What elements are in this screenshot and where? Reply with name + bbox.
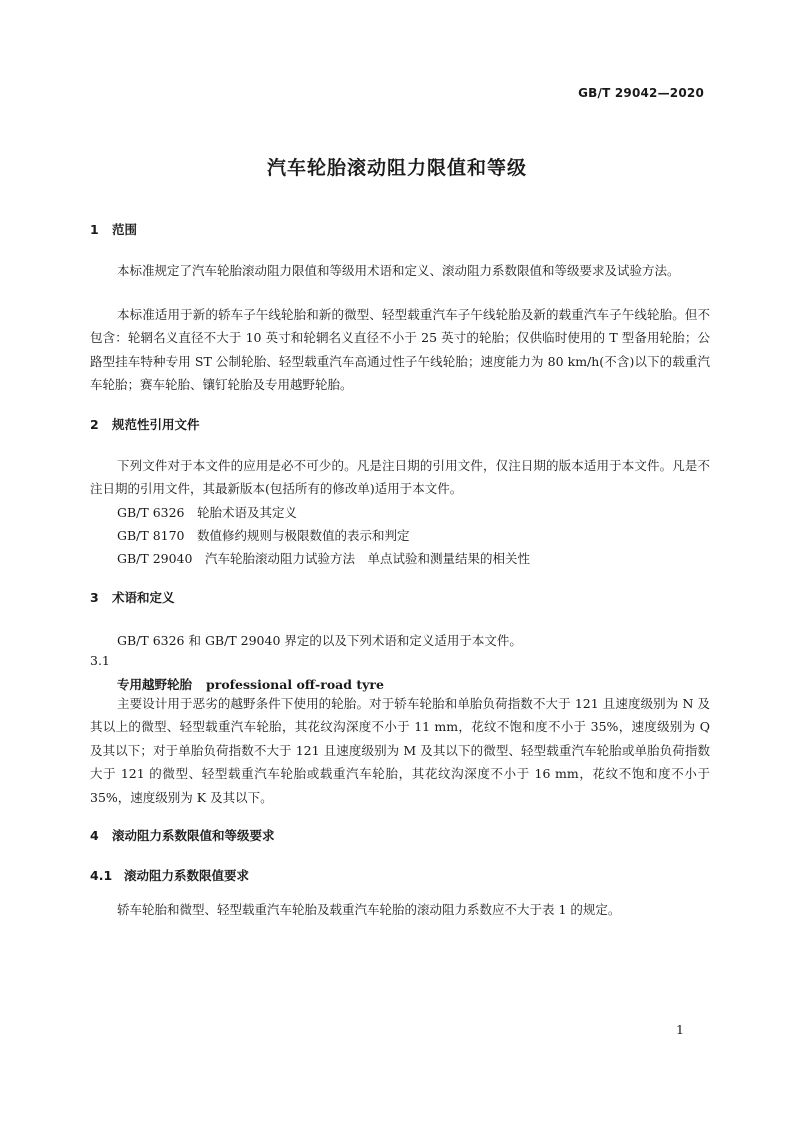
- section-2-heading: [90, 415, 200, 433]
- section-4-1-paragraph-1: 轿车轮胎和微型、轻型载重汽车轮胎及载重汽车轮胎的滚动阻力系数应不大于表 1 的规定。: [117, 902, 621, 917]
- term-english: professional off-road tyre: [206, 677, 384, 692]
- term-chinese: 专用越野轮胎: [117, 677, 193, 692]
- term-heading: [117, 675, 384, 693]
- section-4-heading: [90, 826, 275, 844]
- section-2-title: 规范性引用文件: [112, 417, 200, 432]
- term-definition: 主要设计用于恶劣的越野条件下使用的轮胎。对于轿车轮胎和单胎负荷指数不大于 121 且速度级别为 N 及其以上的微型、轻型载重汽车轮胎，其花纹沟深度不小于 11 mm，花纹不饱和度不小于 35%，速度级别为 Q 及其以下；对于单胎负荷指数不大于 121 且速度级别为 M 及其以下的微型、轻型载重汽车轮胎或单胎负荷指数大于 121 的微型、轻型载重汽车轮胎或载重汽车轮胎，其花纹沟深度不小于 16 mm，花纹不饱和度不小于 35%，速度级别为 K 及其以下。: [90, 696, 710, 805]
- section-4-1-heading: [90, 866, 249, 884]
- standard-code: GB/T 29042—2020: [578, 86, 704, 100]
- reference-item: GB/T 6326 轮胎术语及其定义: [117, 505, 298, 520]
- section-4-1-number: 4.1: [90, 868, 113, 883]
- document-title: 汽车轮胎滚动阻力限值和等级: [266, 157, 527, 179]
- section-2-paragraph-1: 下列文件对于本文件的应用是必不可少的。凡是注日期的引用文件，仅注日期的版本适用于本文件。凡是不注日期的引用文件，其最新版本(包括所有的修改单)适用于本文件。: [90, 458, 710, 497]
- section-3-title: 术语和定义: [112, 590, 175, 605]
- term-number: 3.1: [90, 653, 110, 668]
- section-1-paragraph-2: 本标准适用于新的轿车子午线轮胎和新的微型、轻型载重汽车子午线轮胎及新的载重汽车子午线轮胎。但不包含：轮辋名义直径不大于 10 英寸和轮辋名义直径不小于 25 英寸的轮胎；仅供临时使用的 T 型备用轮胎；公路型挂车特种专用 ST 公制轮胎、轻型载重汽车高通过性子午线轮胎；速度能力为 80 km/h(不含)以下的载重汽车轮胎；赛车轮胎、镶钉轮胎及专用越野轮胎。: [90, 307, 710, 393]
- section-3-number: 3: [90, 590, 99, 605]
- section-1-heading: [90, 220, 137, 238]
- section-4-title: 滚动阻力系数限值和等级要求: [112, 828, 275, 843]
- section-2-number: 2: [90, 417, 99, 432]
- section-4-1-title: 滚动阻力系数限值要求: [124, 868, 250, 883]
- reference-item: GB/T 29040 汽车轮胎滚动阻力试验方法 单点试验和测量结果的相关性: [117, 551, 530, 566]
- page-number: 1: [676, 1022, 684, 1037]
- section-4-number: 4: [90, 828, 99, 843]
- reference-item: GB/T 8170 数值修约规则与极限数值的表示和判定: [117, 528, 410, 543]
- section-1-paragraph-1: 本标准规定了汽车轮胎滚动阻力限值和等级用术语和定义、滚动阻力系数限值和等级要求及试验方法。: [117, 263, 680, 278]
- section-3-paragraph-1: GB/T 6326 和 GB/T 29040 界定的以及下列术语和定义适用于本文件。: [117, 633, 522, 648]
- section-1-number: 1: [90, 222, 99, 237]
- section-1-title: 范围: [112, 222, 138, 237]
- section-3-heading: [90, 588, 175, 606]
